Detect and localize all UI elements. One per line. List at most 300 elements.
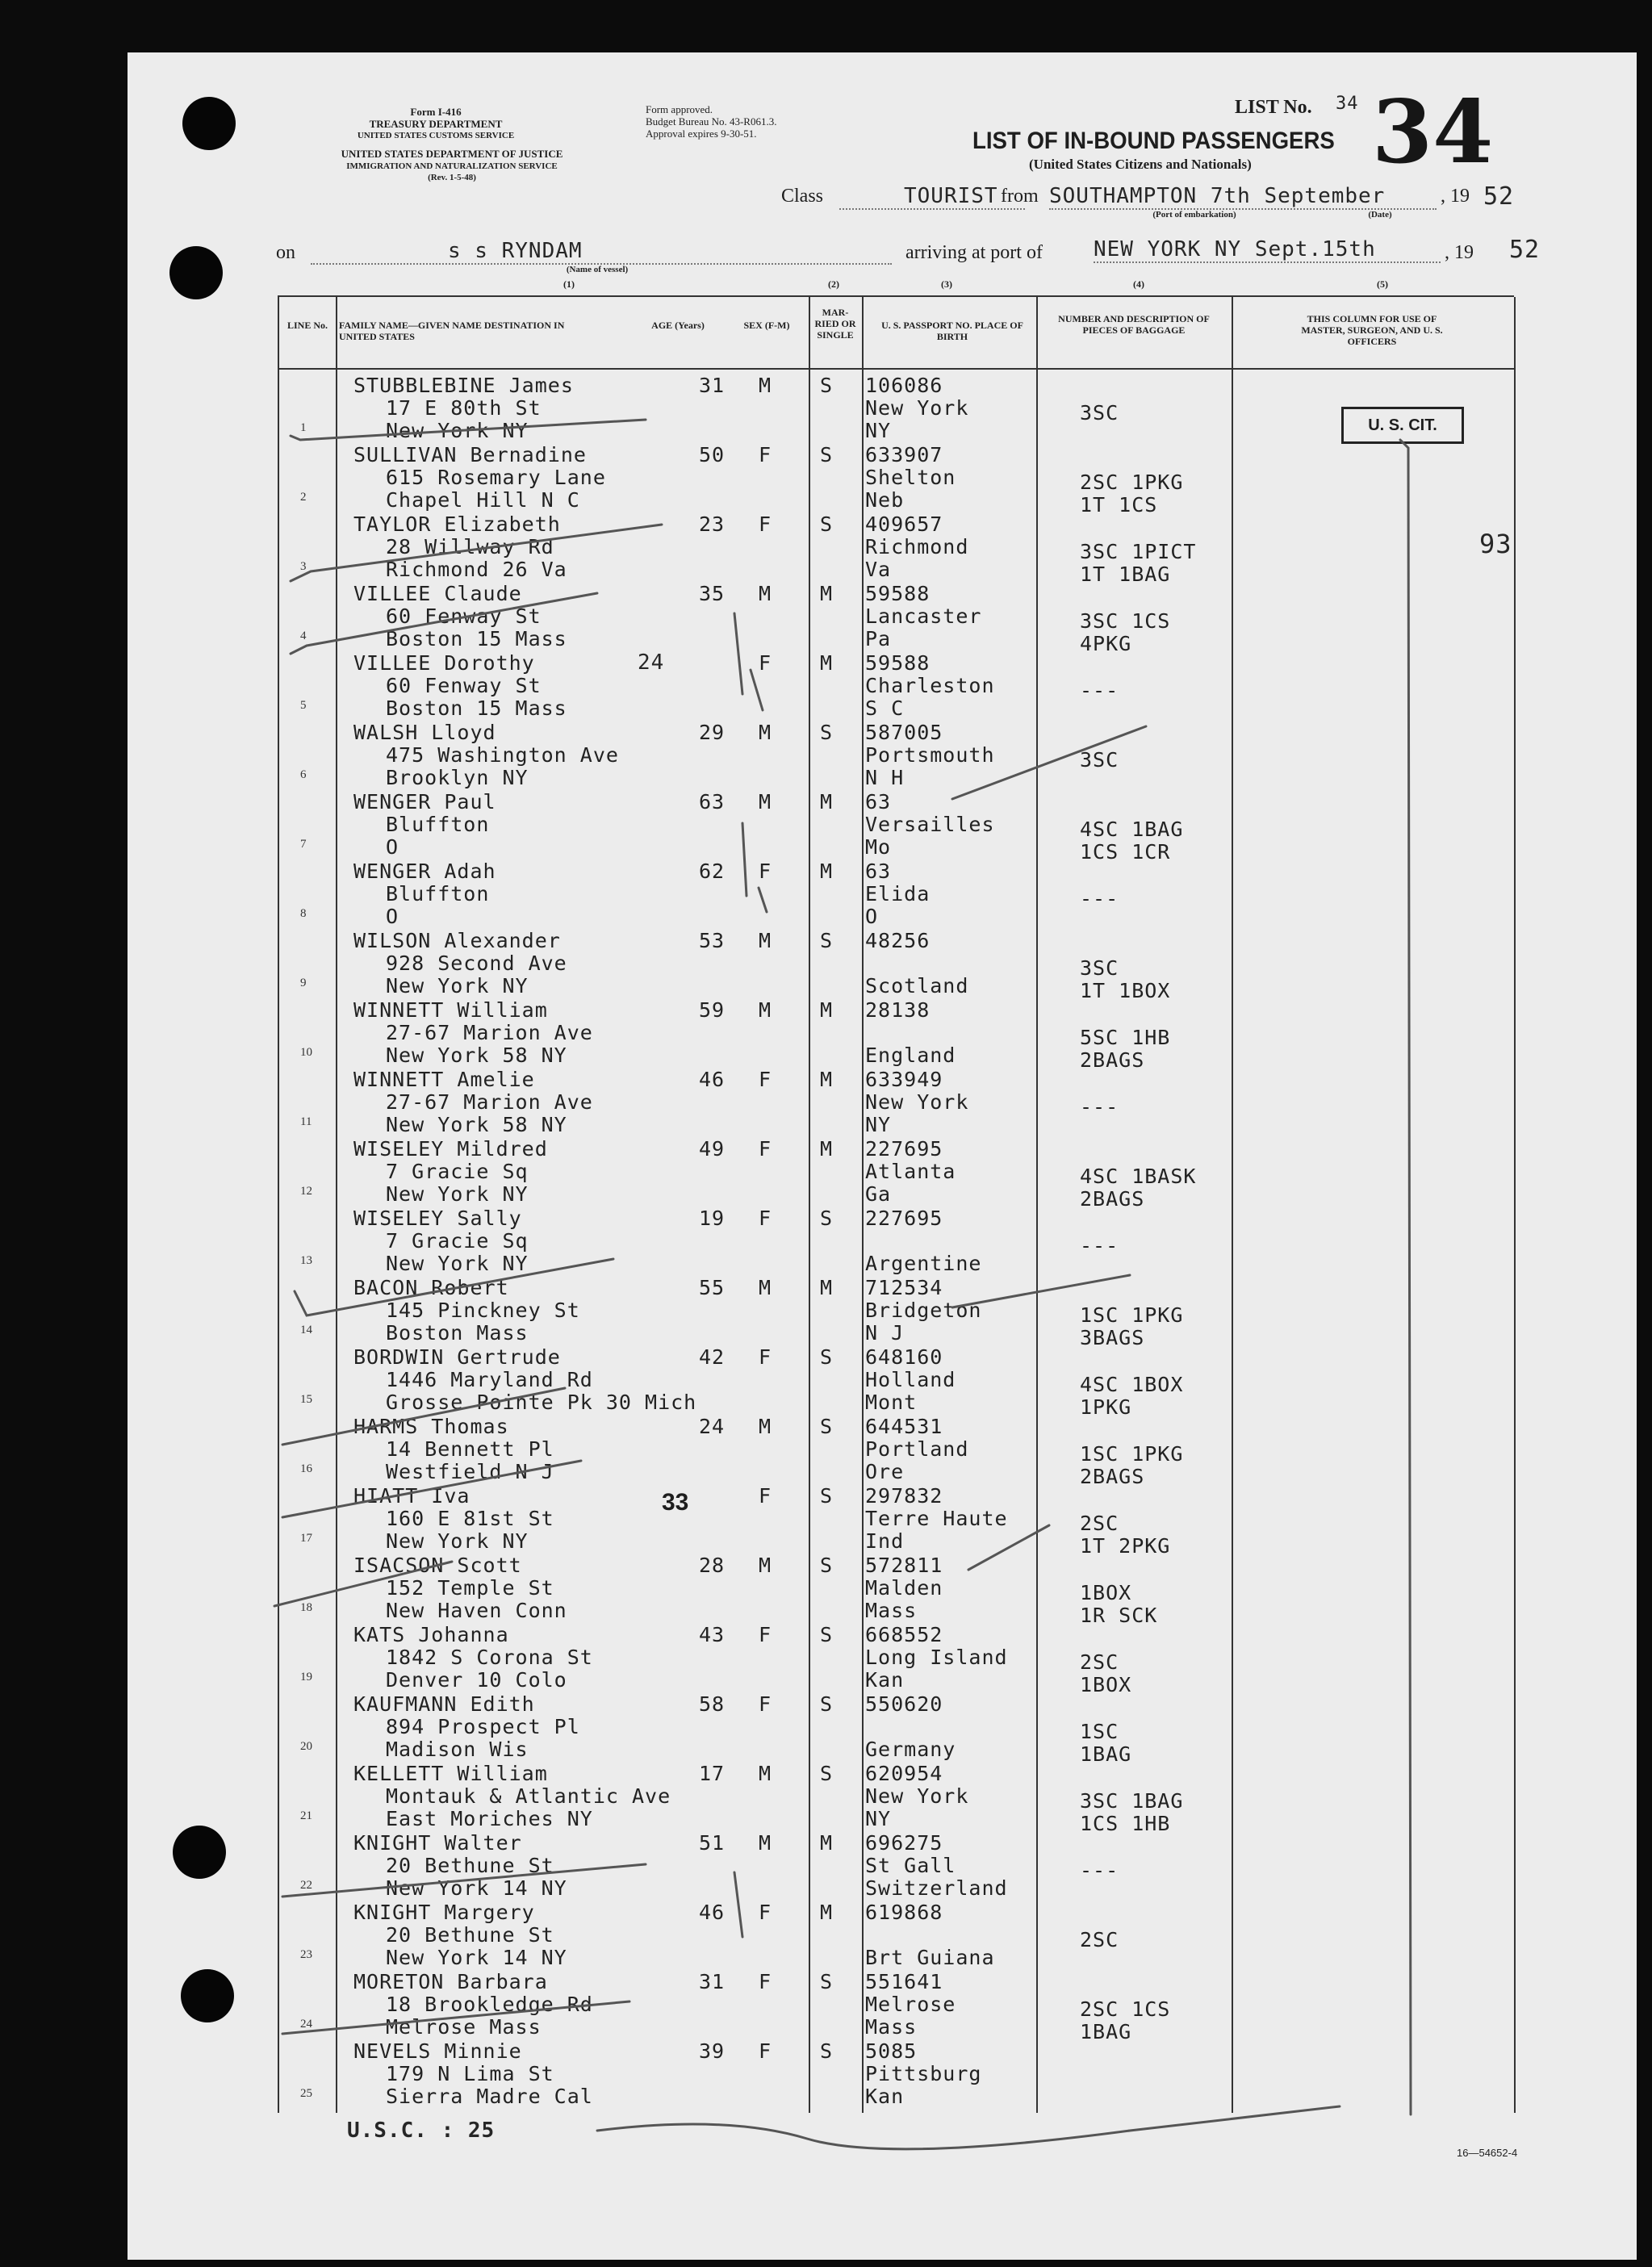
birthplace-state: Germany	[865, 1738, 956, 1761]
sex-cell: M	[759, 998, 772, 1022]
birthplace-state: Mont	[865, 1391, 918, 1414]
baggage-line: ---	[1080, 679, 1119, 702]
birthplace-state: Mass	[865, 1599, 918, 1622]
passport-number: 619868	[865, 1901, 943, 1924]
line-number: 1	[300, 421, 307, 434]
baggage-line: 2SC 1PKG	[1080, 471, 1184, 494]
age-note-typed: 24	[638, 650, 665, 675]
passport-number: 668552	[865, 1623, 943, 1646]
address-city: O	[386, 835, 399, 859]
birthplace-state: Ind	[865, 1529, 905, 1553]
line-number: 17	[300, 1532, 312, 1545]
birthplace: Long Island	[865, 1646, 1008, 1669]
address-street: 152 Temple St	[386, 1576, 554, 1600]
address-city: New Haven Conn	[386, 1599, 567, 1622]
address-city: New York NY	[386, 974, 529, 998]
from-label: from	[1001, 186, 1039, 207]
passport-number: 28138	[865, 998, 931, 1022]
family-name: VILLEE Claude	[353, 582, 522, 605]
baggage-line: 1SC	[1080, 1720, 1119, 1743]
line-number: 3	[300, 560, 307, 573]
baggage-line: 1SC 1PKG	[1080, 1442, 1184, 1466]
birthplace-state: England	[865, 1044, 956, 1067]
officer-column-line	[1400, 440, 1411, 2114]
family-name: SULLIVAN Bernadine	[353, 443, 587, 466]
header-baggage: NUMBER AND DESCRIPTION OF PIECES OF BAGGAGE	[1058, 313, 1210, 336]
baggage-line: 4SC 1BASK	[1080, 1165, 1197, 1188]
age-cell: 31	[699, 1970, 726, 1993]
marital-cell: M	[820, 1901, 834, 1924]
age-cell: 55	[699, 1276, 726, 1299]
marital-cell: S	[820, 443, 834, 466]
vessel-name: s s RYNDAM	[311, 239, 892, 265]
birthplace-state: NY	[865, 1113, 892, 1136]
passport-number: 59588	[865, 582, 931, 605]
birthplace: Melrose	[865, 1993, 956, 2016]
baggage-line: 5SC 1HB	[1080, 1026, 1171, 1049]
address-street: 27-67 Marion Ave	[386, 1021, 593, 1044]
baggage-line: 2BAGS	[1080, 1465, 1145, 1488]
passport-number: 63	[865, 860, 892, 883]
signature	[597, 2106, 1340, 2149]
initial-mark	[734, 613, 763, 710]
header-passport: U. S. PASSPORT NO. PLACE OF BIRTH	[881, 320, 1023, 342]
age-cell: 24	[699, 1415, 726, 1438]
treasury-dept: TREASURY DEPARTMENT	[369, 118, 503, 130]
column-number: (4)	[1133, 278, 1144, 290]
sex-cell: M	[759, 790, 772, 814]
birthplace-state: Neb	[865, 488, 905, 512]
sex-cell: F	[759, 1484, 772, 1508]
line-number: 18	[300, 1601, 312, 1614]
line-number: 5	[300, 699, 307, 712]
address-city: Richmond 26 Va	[386, 558, 567, 581]
baggage-line: 3SC 1BAG	[1080, 1789, 1184, 1813]
family-name: KNIGHT Margery	[353, 1901, 535, 1924]
age-cell: 17	[699, 1762, 726, 1785]
marital-cell: M	[820, 790, 834, 814]
baggage-line: 3SC	[1080, 956, 1119, 980]
baggage-line: 3SC	[1080, 401, 1119, 425]
birthplace: St Gall	[865, 1854, 956, 1877]
baggage-line: 1BAG	[1080, 2020, 1132, 2043]
passport-number: 696275	[865, 1831, 943, 1855]
sex-cell: F	[759, 651, 772, 675]
customs-service: UNITED STATES CUSTOMS SERVICE	[357, 131, 515, 140]
birthplace-state: Mo	[865, 835, 892, 859]
address-city: New York NY	[386, 1182, 529, 1206]
on-label: on	[276, 242, 295, 263]
line-number: 25	[300, 2087, 312, 2100]
header-sex: SEX (F-M)	[743, 320, 790, 331]
baggage-line: 1T 1BAG	[1080, 563, 1171, 586]
year-prefix: , 19	[1445, 242, 1474, 263]
family-name: WALSH Lloyd	[353, 721, 496, 744]
baggage-line: 2SC 1CS	[1080, 1997, 1171, 2021]
approval-line: Form approved.	[646, 103, 713, 115]
address-street: 27-67 Marion Ave	[386, 1090, 593, 1114]
family-name: HARMS Thomas	[353, 1415, 509, 1438]
marital-cell: S	[820, 512, 834, 536]
check-mark	[291, 420, 646, 440]
line-number: 13	[300, 1254, 312, 1267]
address-city: Chapel Hill N C	[386, 488, 580, 512]
line-number: 8	[300, 907, 307, 920]
birthplace-state: Switzerland	[865, 1876, 1008, 1900]
baggage-line: 3SC 1CS	[1080, 609, 1171, 633]
address-city: New York NY	[386, 419, 529, 442]
age-cell: 49	[699, 1137, 726, 1161]
address-city: New York 14 NY	[386, 1946, 567, 1969]
address-city: Grosse Pointe Pk 30 Mich	[386, 1391, 697, 1414]
address-city: Westfield N J	[386, 1460, 554, 1483]
address-city: East Moriches NY	[386, 1807, 593, 1830]
column-number: (5)	[1377, 278, 1388, 290]
baggage-line: 2BAGS	[1080, 1187, 1145, 1211]
birthplace: New York	[865, 396, 969, 420]
family-name: HIATT Iva	[353, 1484, 471, 1508]
marital-cell: S	[820, 721, 834, 744]
check-mark	[291, 593, 597, 654]
sex-cell: F	[759, 1137, 772, 1161]
baggage-line: 1BAG	[1080, 1742, 1132, 1766]
marital-cell: S	[820, 1415, 834, 1438]
check-mark	[291, 525, 662, 581]
sex-cell: M	[759, 929, 772, 952]
birthplace: New York	[865, 1784, 969, 1808]
sex-cell: M	[759, 1276, 772, 1299]
marital-cell: S	[820, 929, 834, 952]
date-caption: (Date)	[1368, 210, 1392, 220]
passport-number: 63	[865, 790, 892, 814]
family-name: KELLETT William	[353, 1762, 548, 1785]
check-mark	[968, 1525, 1049, 1570]
justice-dept: UNITED STATES DEPARTMENT OF JUSTICE	[341, 148, 563, 160]
baggage-line: ---	[1080, 887, 1119, 910]
address-city: Boston 15 Mass	[386, 627, 567, 650]
initial-mark	[742, 823, 767, 912]
birthplace-state: N J	[865, 1321, 905, 1345]
arriving-label: arriving at port of	[905, 242, 1043, 263]
sex-cell: F	[759, 1970, 772, 1993]
marital-cell: M	[820, 1276, 834, 1299]
age-cell: 31	[699, 374, 726, 397]
address-street: Montauk & Atlantic Ave	[386, 1784, 671, 1808]
family-name: KNIGHT Walter	[353, 1831, 522, 1855]
baggage-line: 3BAGS	[1080, 1326, 1145, 1349]
passport-number: 712534	[865, 1276, 943, 1299]
family-name: MORETON Barbara	[353, 1970, 548, 1993]
address-street: 894 Prospect Pl	[386, 1715, 580, 1738]
address-street: 60 Fenway St	[386, 604, 542, 628]
birthplace-state: O	[865, 905, 879, 928]
birthplace-state: S C	[865, 696, 905, 720]
sex-cell: F	[759, 443, 772, 466]
marital-cell: S	[820, 2039, 834, 2063]
baggage-line: 3SC 1PICT	[1080, 540, 1197, 563]
line-number: 9	[300, 977, 307, 989]
marital-cell: M	[820, 860, 834, 883]
passport-number: 633907	[865, 443, 943, 466]
age-cell: 51	[699, 1831, 726, 1855]
birthplace-state: Argentine	[865, 1252, 982, 1275]
check-mark	[274, 1562, 452, 1606]
sex-cell: M	[759, 1831, 772, 1855]
address-city: New York 58 NY	[386, 1113, 567, 1136]
baggage-line: 1CS 1CR	[1080, 840, 1171, 864]
check-mark	[282, 2001, 629, 2034]
baggage-line: 4SC 1BOX	[1080, 1373, 1184, 1396]
address-street: 1446 Maryland Rd	[386, 1368, 593, 1391]
birthplace: Pittsburg	[865, 2062, 982, 2085]
sex-cell: F	[759, 1623, 772, 1646]
family-name: WENGER Paul	[353, 790, 496, 814]
age-cell: 58	[699, 1692, 726, 1716]
list-number-stamped: 34	[1372, 82, 1494, 183]
family-name: BORDWIN Gertrude	[353, 1345, 561, 1369]
header-line-no: LINE No.	[286, 320, 328, 331]
sex-cell: M	[759, 1762, 772, 1785]
marital-cell: M	[820, 582, 834, 605]
marital-cell: S	[820, 1345, 834, 1369]
line-number: 16	[300, 1462, 312, 1475]
address-street: 928 Second Ave	[386, 952, 567, 975]
passport-number: 227695	[865, 1207, 943, 1230]
address-street: 1842 S Corona St	[386, 1646, 593, 1669]
sex-cell: F	[759, 2039, 772, 2063]
birthplace: Richmond	[865, 535, 969, 558]
address-street: 20 Bethune St	[386, 1923, 554, 1947]
birthplace: Portsmouth	[865, 743, 995, 767]
birthplace: Portland	[865, 1437, 969, 1461]
age-cell: 42	[699, 1345, 726, 1369]
family-name: VILLEE Dorothy	[353, 651, 535, 675]
port-embark-caption: (Port of embarkation)	[1152, 210, 1236, 220]
birthplace-state: Scotland	[865, 974, 969, 998]
check-mark	[952, 1275, 1130, 1307]
passport-number: 5085	[865, 2039, 918, 2063]
passport-number: 409657	[865, 512, 943, 536]
document-subtitle: (United States Citizens and Nationals)	[1029, 157, 1252, 172]
address-city: Madison Wis	[386, 1738, 529, 1761]
address-street: 60 Fenway St	[386, 674, 542, 697]
birthplace-state: NY	[865, 1807, 892, 1830]
baggage-line: 2SC	[1080, 1928, 1119, 1951]
baggage-line: 2SC	[1080, 1650, 1119, 1674]
passport-number: 106086	[865, 374, 943, 397]
age-cell: 53	[699, 929, 726, 952]
sex-cell: F	[759, 1068, 772, 1091]
initial-mark	[734, 1872, 742, 1937]
family-name: NEVELS Minnie	[353, 2039, 522, 2063]
birthplace: New York	[865, 1090, 969, 1114]
list-label: LIST No.	[1235, 97, 1312, 118]
line-number: 14	[300, 1324, 312, 1336]
address-street: 7 Gracie Sq	[386, 1229, 529, 1253]
passport-number: 550620	[865, 1692, 943, 1716]
passport-number: 620954	[865, 1762, 943, 1785]
column-number: (1)	[563, 278, 575, 290]
family-name: WINNETT William	[353, 998, 548, 1022]
footer-usc: U.S.C. : 25	[347, 2119, 496, 2143]
birthplace: Shelton	[865, 466, 956, 489]
marital-cell: M	[820, 651, 834, 675]
address-street: 475 Washington Ave	[386, 743, 619, 767]
marital-cell: S	[820, 1484, 834, 1508]
baggage-line: 3SC	[1080, 748, 1119, 772]
from-value: SOUTHAMPTON 7th September	[1049, 184, 1437, 210]
address-street: 160 E 81st St	[386, 1507, 554, 1530]
line-number: 20	[300, 1740, 312, 1753]
marital-cell: S	[820, 1970, 834, 1993]
address-city: Denver 10 Colo	[386, 1668, 567, 1692]
age-cell: 46	[699, 1901, 726, 1924]
address-street: 145 Pinckney St	[386, 1299, 580, 1322]
sex-cell: M	[759, 721, 772, 744]
family-name: WILSON Alexander	[353, 929, 561, 952]
address-city: Sierra Madre Cal	[386, 2085, 593, 2108]
margin-note: 93	[1479, 529, 1512, 559]
age-cell: 23	[699, 512, 726, 536]
ins-service: IMMIGRATION AND NATURALIZATION SERVICE	[346, 161, 558, 171]
birthplace: Terre Haute	[865, 1507, 1008, 1530]
address-city: Boston Mass	[386, 1321, 529, 1345]
baggage-line: ---	[1080, 1234, 1119, 1257]
birthplace-state: NY	[865, 419, 892, 442]
marital-cell: S	[820, 1207, 834, 1230]
column-number: (2)	[828, 278, 839, 290]
line-number: 24	[300, 2018, 312, 2031]
line-number: 11	[300, 1115, 312, 1128]
age-cell: 59	[699, 998, 726, 1022]
address-street: 17 E 80th St	[386, 396, 542, 420]
year-value: 52	[1483, 182, 1515, 211]
baggage-line: 1CS 1HB	[1080, 1812, 1171, 1835]
footer-code: 16—54652-4	[1457, 2147, 1518, 2159]
age-cell: 19	[699, 1207, 726, 1230]
baggage-line: 1BOX	[1080, 1673, 1132, 1696]
birthplace-state: Ore	[865, 1460, 905, 1483]
line-number: 2	[300, 491, 307, 504]
baggage-line: 4PKG	[1080, 632, 1132, 655]
class-value: TOURIST	[839, 184, 1025, 210]
age-cell: 28	[699, 1554, 726, 1577]
sex-cell: M	[759, 1415, 772, 1438]
header-name: FAMILY NAME—GIVEN NAME DESTINATION IN UNITED STATES	[339, 320, 565, 342]
baggage-line: 1SC 1PKG	[1080, 1303, 1184, 1327]
address-city: New York NY	[386, 1252, 529, 1275]
check-mark	[282, 1388, 565, 1445]
address-street: 18 Brookledge Rd	[386, 1993, 593, 2016]
marital-cell: S	[820, 374, 834, 397]
line-number: 6	[300, 768, 307, 781]
family-name: BACON Robert	[353, 1276, 509, 1299]
check-mark	[295, 1259, 613, 1315]
check-mark	[952, 726, 1146, 799]
sex-cell: M	[759, 1554, 772, 1577]
birthplace-state: Kan	[865, 2085, 905, 2108]
header-age: AGE (Years)	[651, 320, 705, 331]
age-cell: 43	[699, 1623, 726, 1646]
address-city: Boston 15 Mass	[386, 696, 567, 720]
baggage-line: 2BAGS	[1080, 1048, 1145, 1072]
address-city: O	[386, 905, 399, 928]
birthplace-state: Va	[865, 558, 892, 581]
birthplace: Charleston	[865, 674, 995, 697]
baggage-line: 2SC	[1080, 1512, 1119, 1535]
birthplace: Holland	[865, 1368, 956, 1391]
document-title: LIST OF IN-BOUND PASSENGERS	[972, 128, 1335, 154]
family-name: TAYLOR Elizabeth	[353, 512, 561, 536]
class-label: Class	[781, 186, 824, 207]
column-number: (3)	[941, 278, 952, 290]
baggage-line: 1R SCK	[1080, 1604, 1158, 1627]
header-officers: THIS COLUMN FOR USE OF MASTER, SURGEON, AND U. S. OFFICERS	[1301, 313, 1443, 347]
age-cell: 29	[699, 721, 726, 744]
us-citizen-stamp: U. S. CIT.	[1341, 407, 1464, 444]
baggage-line: 1T 2PKG	[1080, 1534, 1171, 1558]
age-cell: 46	[699, 1068, 726, 1091]
passport-number: 551641	[865, 1970, 943, 1993]
passport-number: 572811	[865, 1554, 943, 1577]
address-city: New York NY	[386, 1529, 529, 1553]
family-name: WINNETT Amelie	[353, 1068, 535, 1091]
check-mark	[282, 1461, 581, 1517]
approval-line: Approval expires 9-30-51.	[646, 128, 757, 140]
line-number: 19	[300, 1671, 312, 1684]
address-street: Bluffton	[386, 882, 490, 906]
birthplace-state: Mass	[865, 2015, 918, 2039]
line-number: 10	[300, 1046, 312, 1059]
address-city: New York 58 NY	[386, 1044, 567, 1067]
sex-cell: M	[759, 374, 772, 397]
baggage-line: 1PKG	[1080, 1395, 1132, 1419]
birthplace: Lancaster	[865, 604, 982, 628]
family-name: ISACSON Scott	[353, 1554, 522, 1577]
line-number: 22	[300, 1879, 312, 1892]
family-name: KATS Johanna	[353, 1623, 509, 1646]
baggage-line: 4SC 1BAG	[1080, 818, 1184, 841]
sex-cell: F	[759, 1901, 772, 1924]
passport-number: 59588	[865, 651, 931, 675]
marital-cell: S	[820, 1554, 834, 1577]
marital-cell: M	[820, 1831, 834, 1855]
baggage-line: 1BOX	[1080, 1581, 1132, 1604]
passport-number: 587005	[865, 721, 943, 744]
year-prefix: , 19	[1441, 186, 1470, 207]
baggage-line: 1T 1BOX	[1080, 979, 1171, 1002]
passport-number: 297832	[865, 1484, 943, 1508]
birthplace-state: N H	[865, 766, 905, 789]
marital-cell: M	[820, 998, 834, 1022]
birthplace-state: Pa	[865, 627, 892, 650]
marital-cell: M	[820, 1068, 834, 1091]
line-number: 21	[300, 1809, 312, 1822]
header-married: MAR-RIED OR SINGLE	[814, 307, 856, 341]
family-name: WISELEY Mildred	[353, 1137, 548, 1161]
approval-line: Budget Bureau No. 43-R061.3.	[646, 115, 777, 128]
address-street: 179 N Lima St	[386, 2062, 554, 2085]
marital-cell: S	[820, 1623, 834, 1646]
family-name: WISELEY Sally	[353, 1207, 522, 1230]
address-street: Bluffton	[386, 813, 490, 836]
age-cell: 62	[699, 860, 726, 883]
marital-cell: M	[820, 1137, 834, 1161]
baggage-line: ---	[1080, 1859, 1119, 1882]
list-number-typed: 34	[1336, 94, 1359, 114]
passport-number: 648160	[865, 1345, 943, 1369]
sex-cell: F	[759, 1345, 772, 1369]
